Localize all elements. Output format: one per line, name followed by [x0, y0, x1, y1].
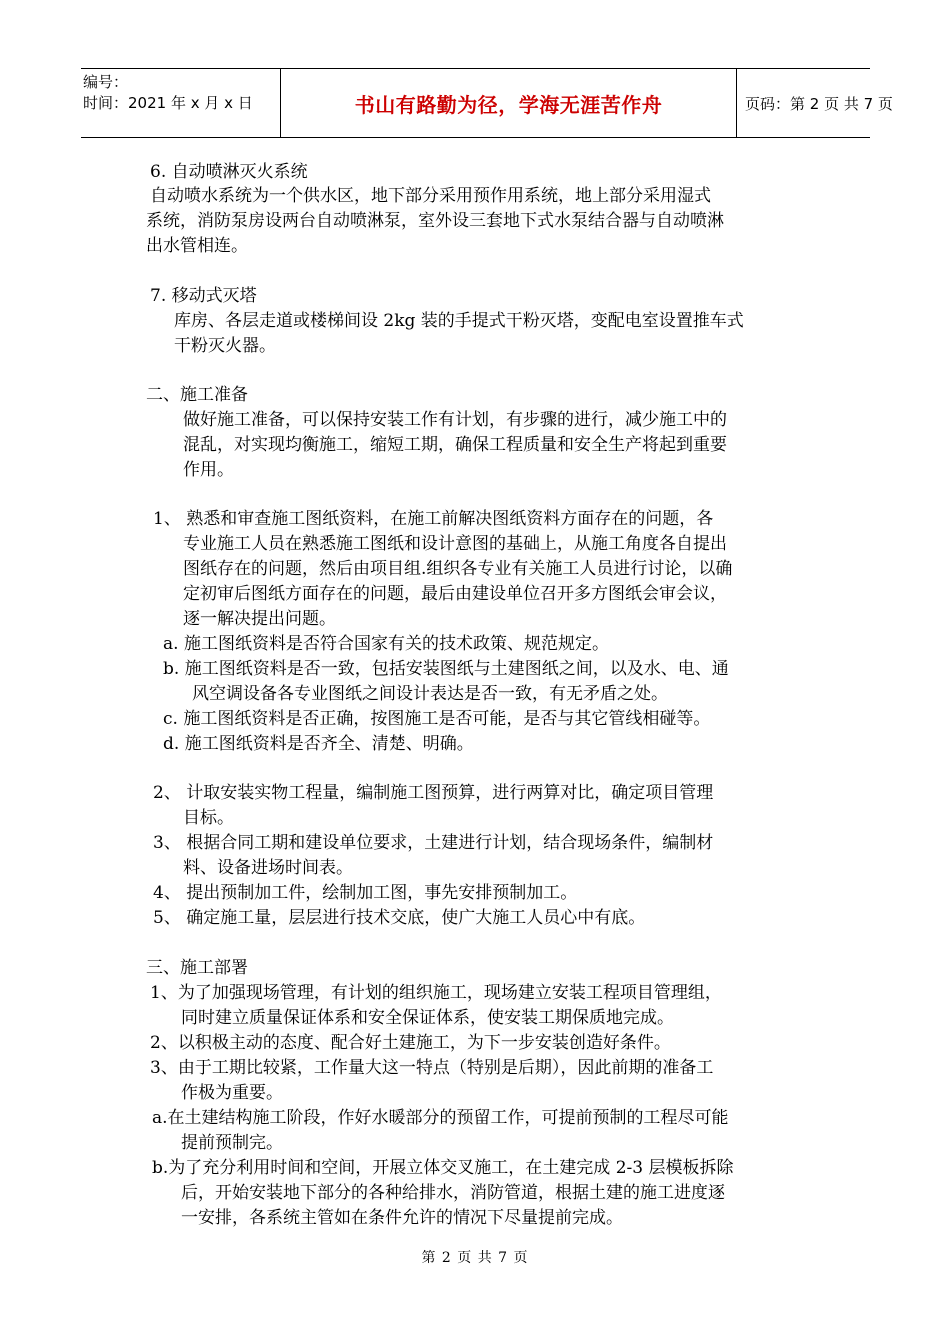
paragraph-line: 自动喷水系统为一个供水区，地下部分采用预作用系统，地上部分采用湿式 — [150, 186, 711, 206]
paragraph-line: 一安排，各系统主管如在条件允许的情况下尽量提前完成。 — [181, 1208, 623, 1228]
document-date-label: 时间：2021 年 x 月 x 日 — [83, 94, 253, 112]
header-page-info: 页码：第 2 页 共 7 页 — [745, 94, 893, 113]
page-footer: 第 2 页 共 7 页 — [421, 1250, 529, 1266]
list-item: 1、为了加强现场管理，有计划的组织施工，现场建立安装工程项目管理组， — [150, 983, 722, 1003]
list-item: 2、以积极主动的态度、配合好土建施工，为下一步安装创造好条件。 — [150, 1033, 671, 1053]
paragraph-line: 出水管相连。 — [146, 236, 248, 256]
paragraph-line: 作用。 — [183, 460, 234, 480]
list-item: a.在土建结构施工阶段，作好水暖部分的预留工作，可提前预制的工程尽可能 — [152, 1108, 729, 1128]
page-header — [81, 68, 893, 138]
paragraph-line: 同时建立质量保证体系和安全保证体系，使安装工期保质地完成。 — [181, 1008, 674, 1028]
paragraph-line: 图纸存在的问题，然后由项目组.组织各专业有关施工人员进行讨论，以确 — [183, 559, 733, 579]
paragraph-line: 风空调设备各专业图纸之间设计表达是否一致，有无矛盾之处。 — [192, 684, 668, 704]
list-item: a. 施工图纸资料是否符合国家有关的技术政策、规范规定。 — [163, 634, 609, 654]
section-title: 7. 移动式灭塔 — [150, 286, 257, 306]
paragraph-line: 干粉灭火器。 — [174, 336, 276, 356]
section-heading: 二、施工准备 — [146, 385, 248, 405]
paragraph-line: 作极为重要。 — [181, 1083, 283, 1103]
paragraph-line: 后，开始安装地下部分的各种给排水，消防管道，根据土建的施工进度逐 — [181, 1183, 725, 1203]
header-left-cell — [81, 69, 280, 137]
paragraph-line: 目标。 — [183, 808, 234, 828]
document-number-label: 编号： — [83, 73, 129, 91]
list-item: b.为了充分利用时间和空间，开展立体交叉施工，在土建完成 2-3 层模板拆除 — [152, 1158, 734, 1178]
list-item: 5、 确定施工量，层层进行技术交底，使广大施工人员心中有底。 — [153, 908, 646, 928]
header-motto: 书山有路勤为径，学海无涯苦作舟 — [280, 69, 737, 137]
paragraph-line: 库房、各层走道或楼梯间设 2kg 装的手提式干粉灭塔，变配电室设置推车式 — [174, 311, 744, 331]
list-item: 1、 熟悉和审查施工图纸资料，在施工前解决图纸资料方面存在的问题，各 — [153, 509, 714, 529]
paragraph-line: 专业施工人员在熟悉施工图纸和设计意图的基础上，从施工角度各自提出 — [183, 534, 727, 554]
paragraph-line: 混乱，对实现均衡施工，缩短工期，确保工程质量和安全生产将起到重要 — [183, 435, 727, 455]
paragraph-line: 逐一解决提出问题。 — [183, 609, 336, 629]
paragraph-line: 提前预制完。 — [181, 1133, 283, 1153]
list-item: b. 施工图纸资料是否一致，包括安装图纸与土建图纸之间，以及水、电、通 — [163, 659, 729, 679]
list-item: 4、 提出预制加工件，绘制加工图，事先安排预制加工。 — [153, 883, 578, 903]
list-item: 3、 根据合同工期和建设单位要求，土建进行计划，结合现场条件，编制材 — [153, 833, 714, 853]
section-heading: 三、施工部署 — [146, 958, 248, 978]
list-item: 2、 计取安装实物工程量，编制施工图预算，进行两算对比，确定项目管理 — [153, 783, 714, 803]
list-item: d. 施工图纸资料是否齐全、清楚、明确。 — [163, 734, 474, 754]
paragraph-line: 料、设备进场时间表。 — [183, 858, 353, 878]
section-title: 6. 自动喷淋灭火系统 — [150, 162, 308, 182]
paragraph-line: 做好施工准备，可以保持安装工作有计划，有步骤的进行，减少施工中的 — [183, 410, 727, 430]
list-item: c. 施工图纸资料是否正确，按图施工是否可能，是否与其它管线相碰等。 — [163, 709, 711, 729]
paragraph-line: 系统，消防泵房设两台自动喷淋泵，室外设三套地下式水泵结合器与自动喷淋 — [146, 211, 724, 231]
list-item: 3、由于工期比较紧，工作量大这一特点（特别是后期），因此前期的准备工 — [150, 1058, 714, 1078]
paragraph-line: 定初审后图纸方面存在的问题，最后由建设单位召开多方图纸会审会议， — [183, 584, 727, 604]
